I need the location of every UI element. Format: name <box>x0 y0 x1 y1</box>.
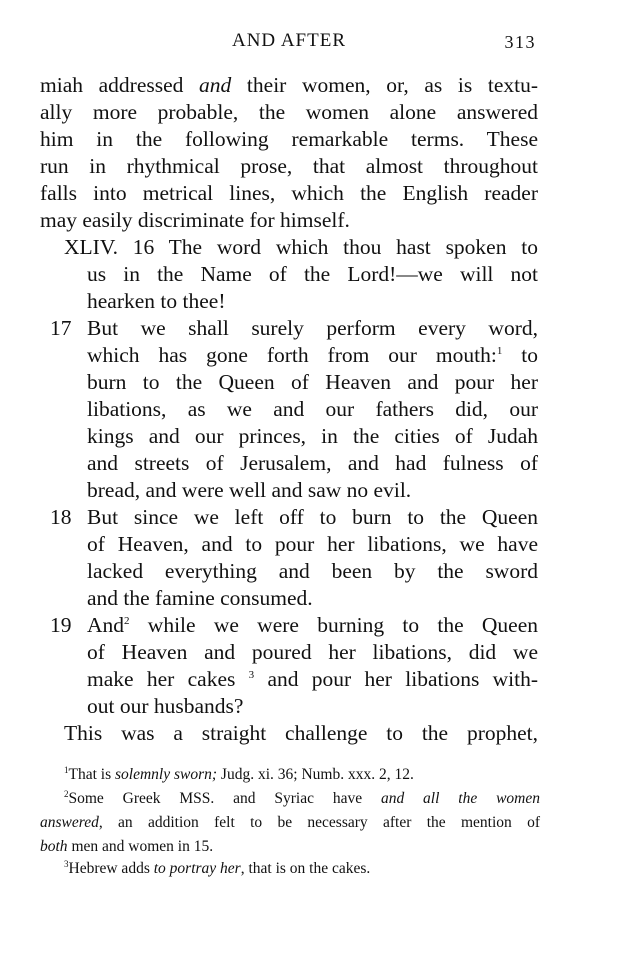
page-number: 313 <box>504 32 536 52</box>
verse-number: 18 <box>50 505 72 529</box>
text-line: falls into metrical lines, which the English reader <box>40 181 538 205</box>
verse-line: lacked everything and been by the sword <box>87 559 538 583</box>
footnote-3: $^3$Hebrew adds to portray her, that is on the cakes. <box>64 858 371 877</box>
verse-line: of Heaven, and to pour her libations, we have <box>87 532 538 556</box>
verse-line: But we shall surely perform every word, <box>87 316 538 340</box>
text-line: may easily discriminate for himself. <box>40 208 350 232</box>
verse-line: But since we left off to burn to the Queen <box>87 505 538 529</box>
text-line: run in rhythmical prose, that almost throughout <box>40 154 538 178</box>
verse-line: out our husbands? <box>87 694 244 718</box>
verse-line: us in the Name of the Lord!—we will not <box>87 262 538 286</box>
verse-line: bread, and were well and saw no evil. <box>87 478 412 502</box>
running-title: AND AFTER <box>231 30 347 51</box>
verse-line: kings and our princes, in the cities of Judah <box>87 424 538 448</box>
footnote-mark: 2 <box>64 788 69 799</box>
text-line: This was a straight challenge to the prophet, <box>64 721 538 745</box>
verse-line: which has gone forth from our mouth:$^1$ to <box>87 343 538 367</box>
verse-number: 19 <box>50 613 72 637</box>
footnote-ref: 3 <box>248 668 255 681</box>
footnote-2-cont: both men and women in 15. <box>40 838 214 855</box>
verse-line: and streets of Jerusalem, and had fulness of <box>87 451 538 475</box>
text-line: ally more probable, the women alone answered <box>40 100 538 124</box>
footnote-ref: 2 <box>124 614 130 627</box>
footnote-mark: 3 <box>64 858 69 869</box>
footnote-2-cont: answered, an addition felt to be necessary after the mention of <box>40 814 540 831</box>
verse-line: of Heaven and poured her libations, did we <box>87 640 538 664</box>
text-line: him in the following remarkable terms. These <box>40 127 538 151</box>
verse-number: 17 <box>50 316 72 340</box>
verse-line: XLIV. 16 The word which thou hast spoken to <box>64 235 538 259</box>
verse-line: libations, as we and our fathers did, our <box>87 397 538 421</box>
verse-line: hearken to thee! <box>87 289 226 313</box>
footnote-1: $^1$That is solemnly sworn; Judg. xi. 36; Numb. xxx. 2, 12. <box>64 764 414 783</box>
running-head <box>40 30 538 56</box>
verse-line: burn to the Queen of Heaven and pour her <box>87 370 538 394</box>
footnote-ref: 1 <box>496 344 503 357</box>
verse-line: make her cakes $^3$ and pour her libations with- <box>87 667 538 691</box>
footnote-2: $^2$Some Greek MSS. and Syriac have and all the women <box>64 788 540 807</box>
verse-line: And$^2$ while we were burning to the Queen <box>87 613 538 637</box>
verse-line: and the famine consumed. <box>87 586 313 610</box>
footnote-mark: 1 <box>64 764 69 775</box>
text-line: miah addressed and their women, or, as is textu- <box>40 73 539 97</box>
